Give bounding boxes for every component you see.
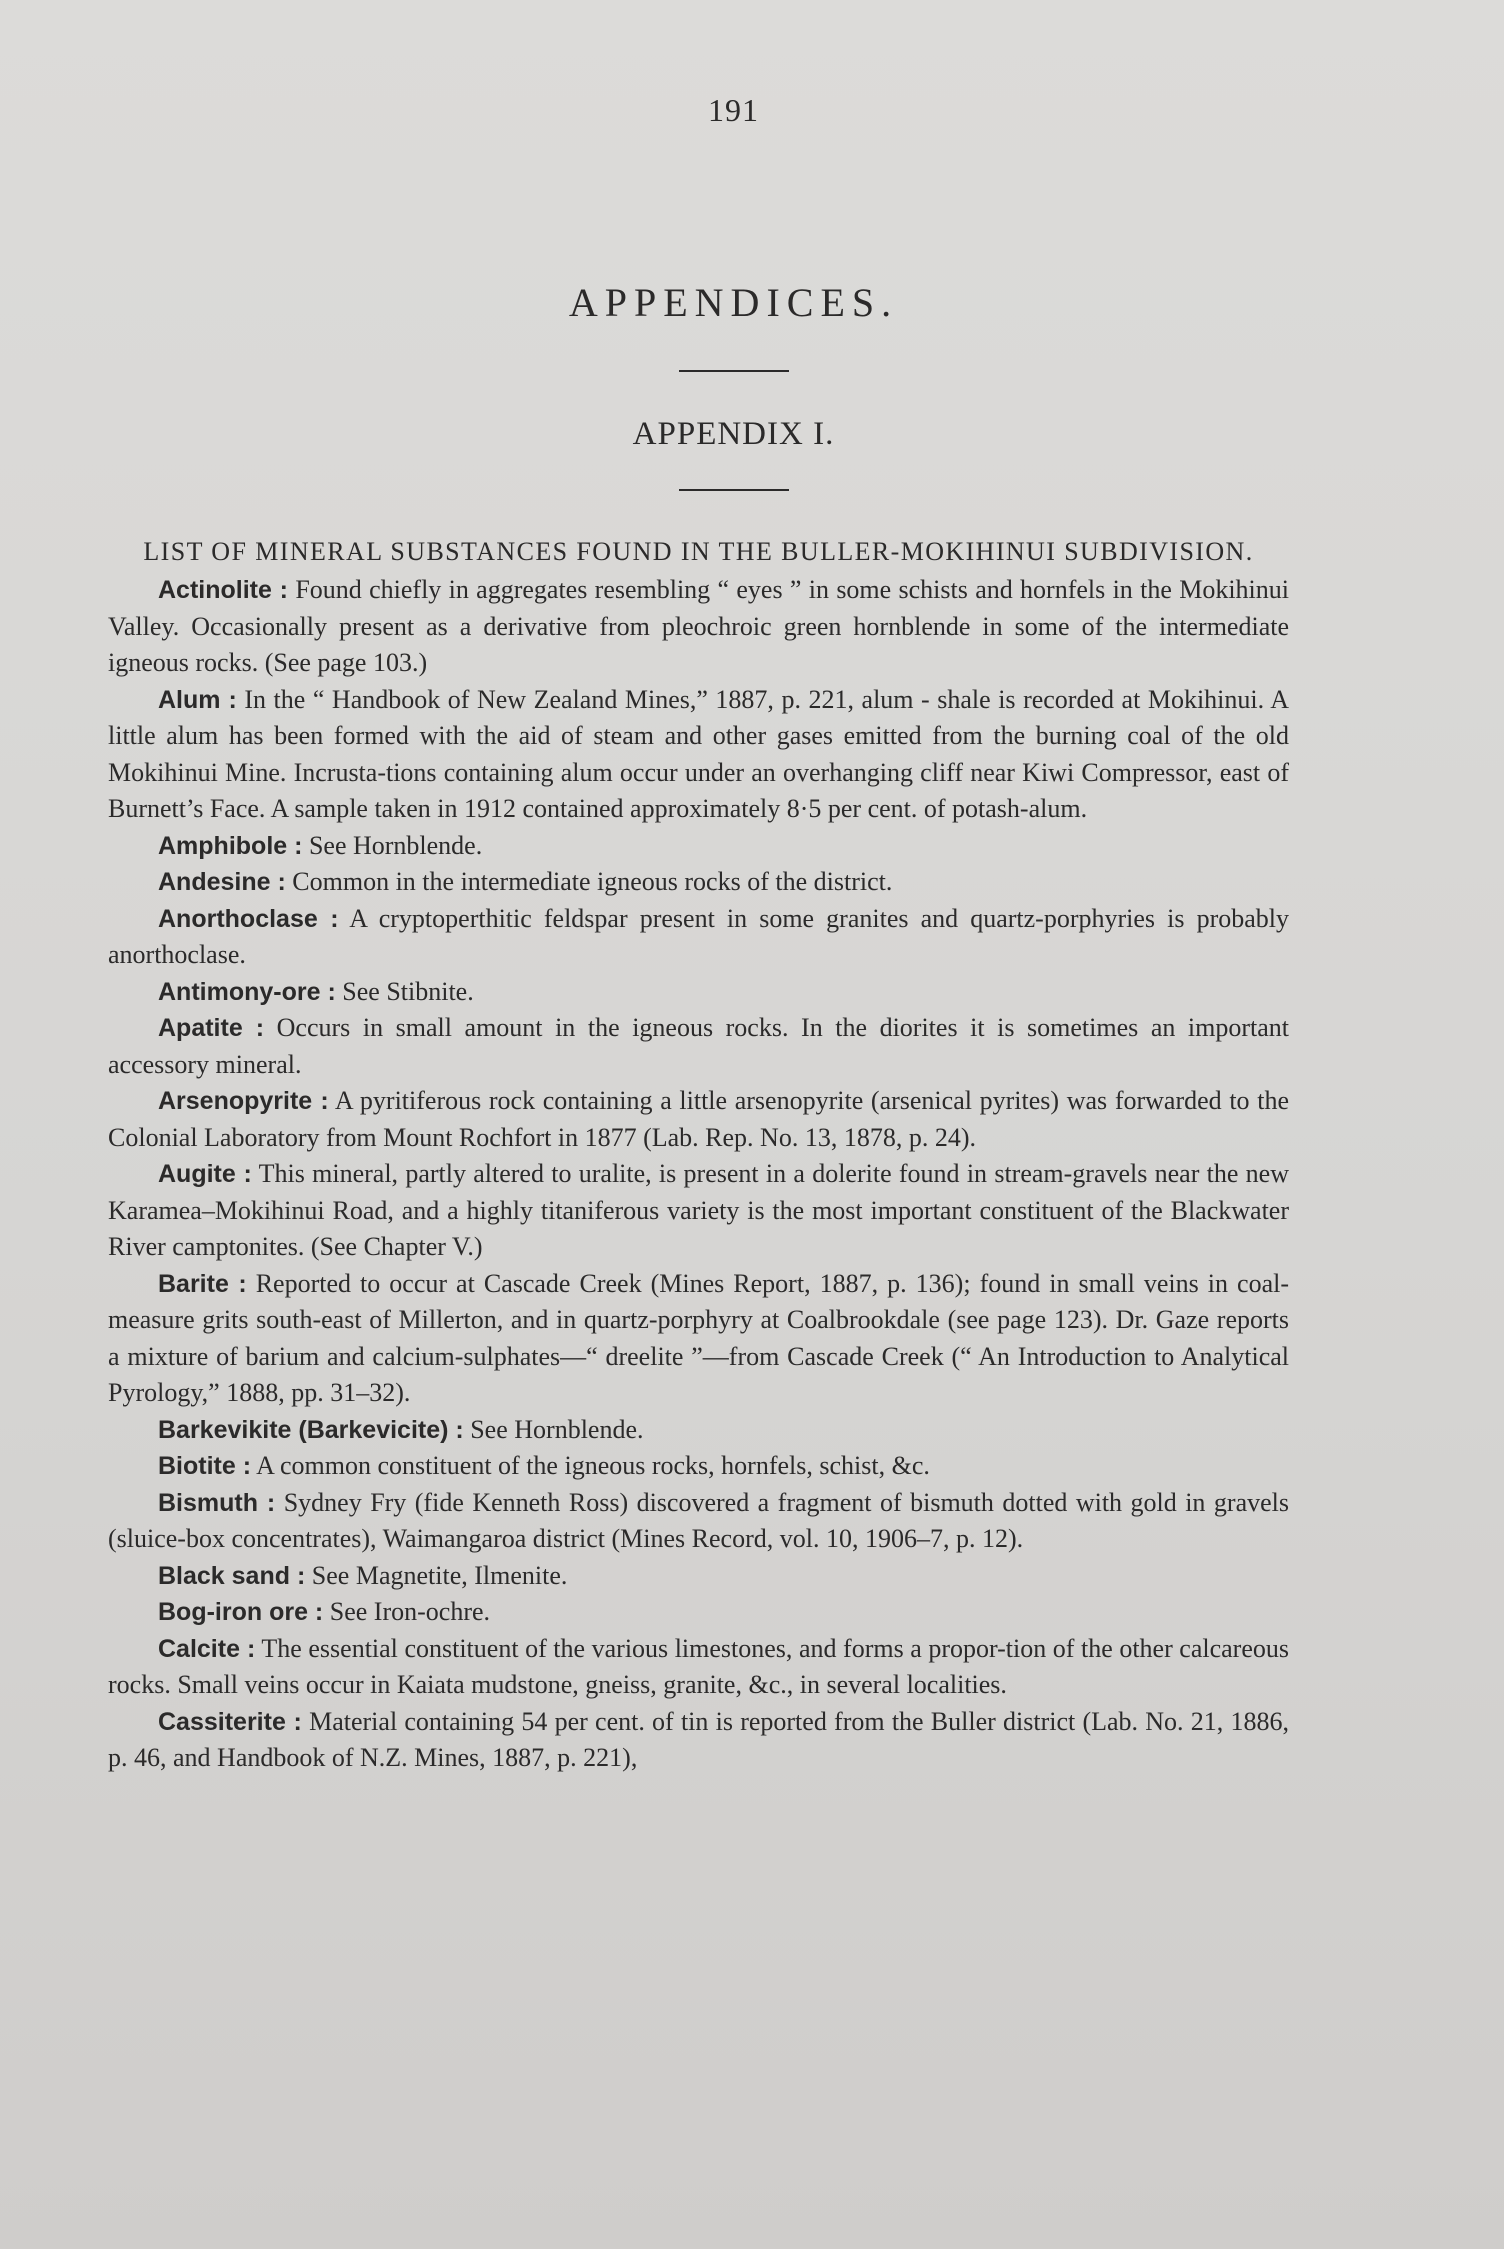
entry (108, 828, 1289, 865)
appendix-rule (679, 489, 789, 491)
entry (108, 1594, 1289, 1631)
entry-text: Sydney Fry (fide Kenneth Ross) discovered a fragment of bismuth dotted with gold in gravels (sluice-box concentrates), Waimangaroa district (Mines Record, vol. 10, 1906–7, p. 12). (108, 1487, 1289, 1553)
entry (108, 901, 1289, 974)
entry-text: This mineral, partly altered to uralite, is present in a dolerite found in stream-gravels near the new Karamea–Mokihinui Road, and a highly titaniferous variety is the most important constituent of the Blackwater River camptonites. (See Chapter V.) (108, 1159, 1290, 1261)
entry (108, 1631, 1289, 1704)
entry-term: Bog-iron ore : (158, 1598, 324, 1626)
entry (108, 682, 1289, 828)
entry (108, 1156, 1289, 1266)
list-title: LIST OF MINERAL SUBSTANCES FOUND IN THE BULLER-MOKIHINUI SUBDIVISION. (143, 537, 1254, 566)
entry (108, 1266, 1289, 1412)
entry (108, 864, 1289, 901)
entry-text: See Iron-ochre. (329, 1597, 491, 1626)
entry-term: Apatite : (158, 1014, 265, 1042)
entry (108, 1448, 1289, 1485)
appendix-title: APPENDIX I. (632, 416, 835, 452)
entry-text: A cryptoperthitic feldspar present in some granites and quartz-porphyries is probably anorthoclase. (108, 903, 1289, 969)
entry (108, 1010, 1289, 1083)
entry-text: Found chiefly in aggregates resembling “ eyes ” in some schists and hornfels in the Mokihinui Valley. Occasionally present as a derivative from pleochroic green hornblende in some of the intermediate igneous rocks. (See page 103.) (108, 575, 1290, 677)
page-number: 191 (708, 92, 759, 128)
entry-term: Arsenopyrite : (158, 1087, 329, 1115)
entry-term: Augite : (158, 1160, 252, 1188)
entry-term: Black sand : (158, 1561, 306, 1590)
entry (108, 1558, 1289, 1595)
mineral-entries (108, 572, 1289, 1777)
entry-term: Anorthoclase : (158, 904, 339, 933)
entry-term: Actinolite : (158, 576, 288, 604)
entry-text: A pyritiferous rock containing a little arsenopyrite (arsenical pyrites) was forwarded to the Colonial Laboratory from Mount Rochfort in 1877 (Lab. Rep. No. 13, 1878, p. 24). (108, 1086, 1289, 1152)
entry-term: Barkevikite (Barkevicite) : (158, 1415, 464, 1444)
entry-text: See Hornblende. (308, 830, 483, 860)
entry-text: The essential constituent of the various limestones, and forms a propor-tion of the other calcareous rocks. Small veins occur in Kaiata mudstone, gneiss, granite, &c., in several localities. (108, 1633, 1290, 1699)
entry-text: See Magnetite, Ilmenite. (311, 1560, 568, 1590)
entry-term: Alum : (158, 685, 237, 714)
entry (108, 572, 1289, 682)
entry-term: Calcite : (158, 1634, 256, 1663)
main-title: APPENDICES. (568, 280, 899, 325)
entry-term: Bismuth : (158, 1488, 276, 1517)
entry (108, 1083, 1289, 1156)
entry-text: See Hornblende. (470, 1414, 644, 1444)
entry-text: Reported to occur at Cascade Creek (Mines Report, 1887, p. 136); found in small veins in coal-measure grits south-east of Millerton, and in quartz-porphyry at Coalbrookdale (see page 123). Dr. Gaze reports a mixture of barium and calcium-sulphates—“ dreelite ”—from Cascade Creek (“ An Introduction to Analytical Pyrology,” 1888, pp. 31–32). (108, 1268, 1290, 1407)
entry-term: Barite : (158, 1269, 247, 1298)
entry-text: A common constituent of the igneous rocks, hornfels, schist, &c. (256, 1451, 930, 1480)
entry (108, 1704, 1289, 1777)
entry (108, 974, 1289, 1011)
title-rule (679, 370, 789, 372)
entry-text: In the “ Handbook of New Zealand Mines,” 1887, p. 221, alum - shale is recorded at Mokihinui. A little alum has been formed with the aid of steam and other gases emitted from the burning coal of the old Mokihinui Mine. Incrusta-tions containing alum occur under an overhanging cliff near Kiwi Compressor, east of Burnett’s Face. A sample taken in 1912 contained approximately 8·5 per cent. of potash-alum. (108, 684, 1289, 823)
entry (108, 1412, 1289, 1449)
entry-term: Cassiterite : (158, 1707, 302, 1736)
entry-term: Antimony-ore : (158, 977, 336, 1006)
entry-term: Amphibole : (158, 831, 303, 860)
entry-text: Occurs in small amount in the igneous rocks. In the diorites it is sometimes an important accessory mineral. (108, 1013, 1290, 1079)
entry (108, 1485, 1289, 1558)
entry-text: See Stibnite. (342, 976, 474, 1006)
entry-term: Andesine : (158, 868, 286, 896)
entry-text: Material containing 54 per cent. of tin is reported from the Buller district (Lab. No. 21, 1886, p. 46, and Handbook of N.Z. Mines, 1887, p. 221), (108, 1706, 1290, 1772)
entry-text: Common in the intermediate igneous rocks of the district. (292, 867, 893, 896)
entry-term: Biotite : (158, 1452, 252, 1480)
